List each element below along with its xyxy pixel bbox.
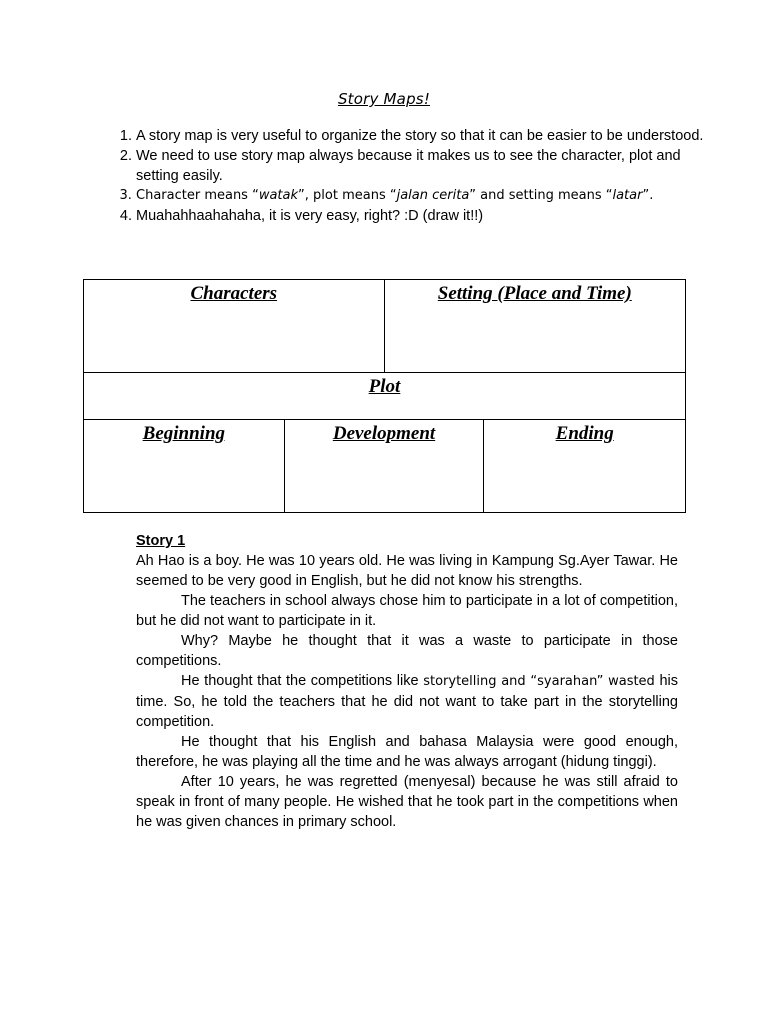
page-title: Story Maps!: [337, 90, 431, 108]
story-paragraph: The teachers in school always chose him to participate in a lot of competition, but he did not want to participate in it.: [136, 593, 678, 629]
story-map-table: [83, 279, 686, 513]
characters-heading: Characters: [190, 283, 278, 304]
instruction-list: [100, 126, 726, 226]
beginning-cell: [84, 420, 285, 513]
story-paragraph: He thought that the competitions like storytelling and “syarahan” wasted his time. So, he told the teachers that he did not want to take part in the storytelling competition.: [136, 673, 678, 730]
list-item: 2. We need to use story map always because it makes us to see the character, plot and setting easily.: [136, 146, 726, 186]
story-paragraph: After 10 years, he was regretted (menyesal) because he was still afraid to speak in front of many people. He wished that he took part in the competitions when he was given chances in primary school.: [136, 774, 678, 830]
ending-heading: Ending: [555, 423, 614, 444]
setting-heading: Setting (Place and Time): [437, 283, 632, 304]
story-paragraph: Ah Hao is a boy. He was 10 years old. He was living in Kampung Sg.Ayer Tawar. He seemed to be very good in English, but he did not know his strengths.: [136, 553, 678, 589]
characters-cell: [84, 280, 385, 373]
list-item: 1. A story map is very useful to organize the story so that it can be easier to be understood.: [136, 126, 726, 146]
development-heading: Development: [332, 423, 436, 444]
beginning-heading: Beginning: [142, 423, 226, 444]
plot-heading: Plot: [368, 376, 401, 397]
story-section: [136, 531, 678, 832]
list-item: 3. Character means “watak”, plot means “jalan cerita” and setting means “latar”.: [136, 186, 726, 206]
story-paragraph: Why? Maybe he thought that it was a waste to participate in those competitions.: [136, 633, 678, 669]
plot-cell: [84, 373, 686, 420]
story-label: Story 1: [136, 533, 186, 549]
development-cell: [284, 420, 484, 513]
ending-cell: [484, 420, 686, 513]
story-paragraph: He thought that his English and bahasa Malaysia were good enough, therefore, he was playing all the time and he was always arrogant (hidung tinggi).: [136, 734, 678, 770]
setting-cell: [384, 280, 685, 373]
list-item: 4. Muahahhaahahaha, it is very easy, right? :D (draw it!!): [136, 206, 726, 226]
